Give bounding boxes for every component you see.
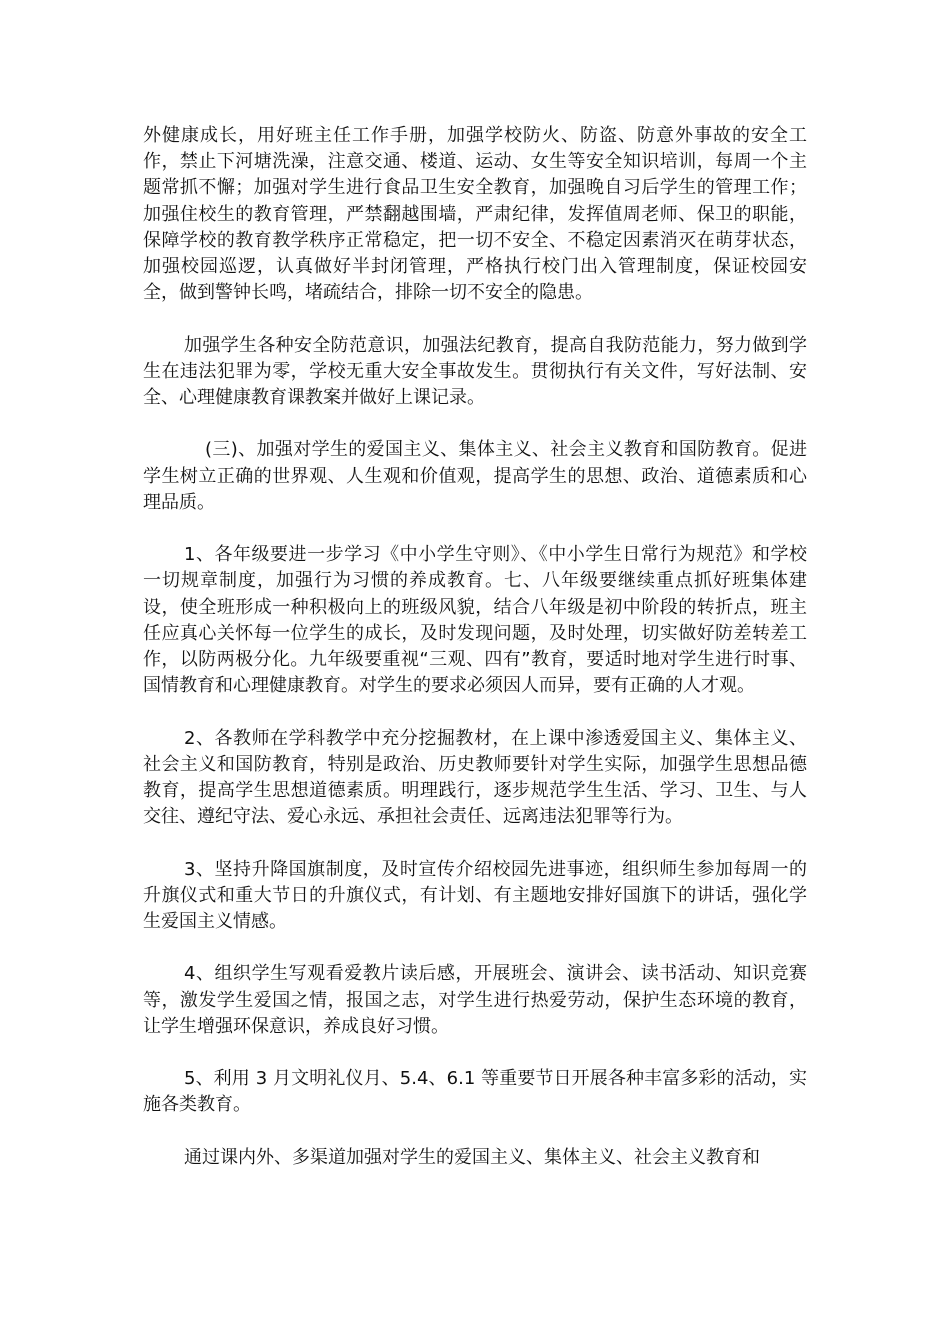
paragraph-closing: 通过课内外、多渠道加强对学生的爱国主义、集体主义、社会主义教育和 bbox=[184, 1146, 760, 1168]
paragraph-section-three-heading: (三)、加强对学生的爱国主义、集体主义、社会主义教育和国防教育。促进学生树立正确的世界观、人生观和价值观，提高学生的思想、政治、道德素质和心理品质。 bbox=[143, 439, 807, 513]
paragraph-item-3: 3、坚持升降国旗制度，及时宣传介绍校园先进事迹，组织师生参加每周一的升旗仪式和重大节日的升旗仪式，有计划、有主题地安排好国旗下的讲话，强化学生爱国主义情感。 bbox=[143, 858, 807, 933]
document-page bbox=[143, 123, 807, 1171]
paragraph-item-1: 1、各年级要进一步学习《中小学生守则》、《中小学生日常行为规范》和学校一切规章制度，加强行为习惯的养成教育。七、八年级要继续重点抓好班集体建设，使全班形成一种积极向上的班级风貌，结合八年级是初中阶段的转折点，班主任应真心关怀每一位学生的成长，及时发现问题，及时处理，切实做好防差转差工作，以防两极分化。九年级要重视“三观、四有”教育，要适时地对学生进行时事、国情教育和心理健康教育。对学生的要求必须因人而异，要有正确的人才观。 bbox=[143, 544, 807, 697]
paragraph-item-4: 4、组织学生写观看爱教片读后感，开展班会、演讲会、读书活动、知识竞赛等，激发学生爱国之情，报国之志，对学生进行热爱劳动，保护生态环境的教育，让学生增强环保意识，养成良好习惯。 bbox=[143, 963, 807, 1037]
paragraph-item-5: 5、利用 3 月文明礼仪月、5.4、6.1 等重要节日开展各种丰富多彩的活动，实施各类教育。 bbox=[143, 1068, 807, 1116]
paragraph-safety-awareness: 加强学生各种安全防范意识，加强法纪教育，提高自我防范能力，努力做到学生在违法犯罪为零，学校无重大安全事故发生。贯彻执行有关文件，写好法制、安全、心理健康教育课教案并做好上课记录。 bbox=[143, 334, 807, 409]
paragraph-safety-management: 外健康成长，用好班主任工作手册，加强学校防火、防盗、防意外事故的安全工作，禁止下河塘洗澡，注意交通、楼道、运动、女生等安全知识培训，每周一个主题常抓不懈；加强对学生进行食品卫生安全教育，加强晚自习后学生的管理工作；加强住校生的教育管理，严禁翻越围墙，严肃纪律，发挥值周老师、保卫的职能，保障学校的教育教学秩序正常稳定，把一切不安全、不稳定因素消灭在萌芽状态，加强校园巡逻，认真做好半封闭管理，严格执行校门出入管理制度，保证校园安全，做到警钟长鸣，堵疏结合，排除一切不安全的隐患。 bbox=[143, 125, 807, 304]
paragraph-item-2: 2、各教师在学科教学中充分挖掘教材，在上课中渗透爱国主义、集体主义、社会主义和国防教育，特别是政治、历史教师要针对学生实际，加强学生思想品德教育，提高学生思想道德素质。明理践行，逐步规范学生生活、学习、卫生、与人交往、遵纪守法、爱心永远、承担社会责任、远离违法犯罪等行为。 bbox=[143, 727, 807, 828]
